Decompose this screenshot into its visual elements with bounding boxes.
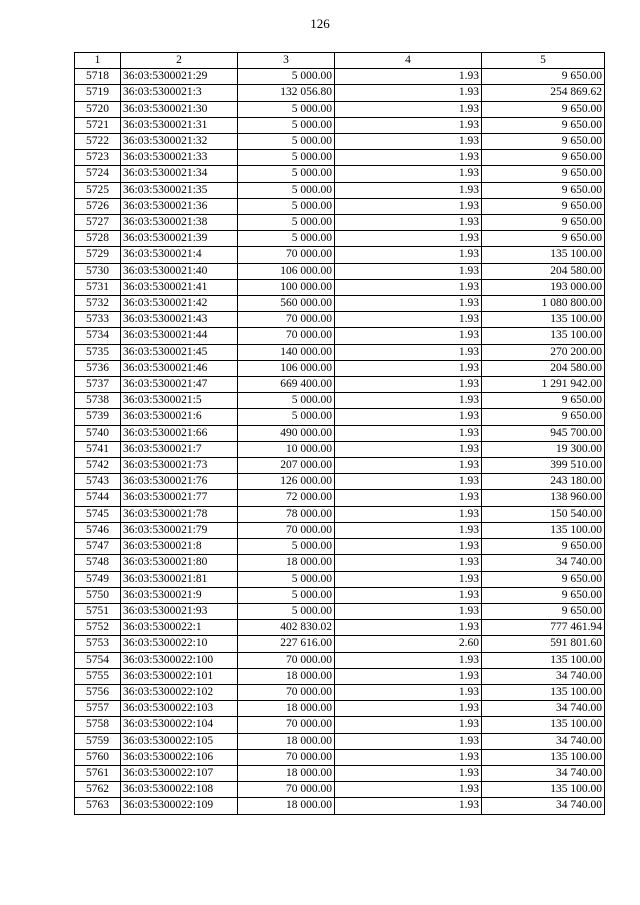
coefficient-cell: 1.93 [335, 360, 482, 376]
cadastral-number-cell: 36:03:5300021:78 [121, 506, 238, 522]
cadastral-number-cell: 36:03:5300021:9 [121, 587, 238, 603]
total-cell: 270 200.00 [482, 344, 605, 360]
value-cell: 5 000.00 [238, 69, 335, 85]
coefficient-cell: 1.93 [335, 198, 482, 214]
table-row [75, 620, 605, 636]
total-cell: 399 510.00 [482, 458, 605, 474]
table-row [75, 701, 605, 717]
row-number-cell: 5729 [75, 247, 121, 263]
table-row [75, 425, 605, 441]
total-cell: 254 869.62 [482, 85, 605, 101]
value-cell: 72 000.00 [238, 490, 335, 506]
table-body [75, 69, 605, 814]
row-number-cell: 5755 [75, 668, 121, 684]
cadastral-number-cell: 36:03:5300021:38 [121, 215, 238, 231]
row-number-cell: 5719 [75, 85, 121, 101]
coefficient-cell: 1.93 [335, 263, 482, 279]
value-cell: 5 000.00 [238, 101, 335, 117]
table-row [75, 765, 605, 781]
cadastral-number-cell: 36:03:5300021:44 [121, 328, 238, 344]
total-cell: 9 650.00 [482, 409, 605, 425]
total-cell: 34 740.00 [482, 555, 605, 571]
table-row [75, 166, 605, 182]
cadastral-number-cell: 36:03:5300021:45 [121, 344, 238, 360]
row-number-cell: 5741 [75, 441, 121, 457]
table-row [75, 733, 605, 749]
row-number-cell: 5757 [75, 701, 121, 717]
value-cell: 18 000.00 [238, 668, 335, 684]
value-cell: 10 000.00 [238, 441, 335, 457]
coefficient-cell: 1.93 [335, 603, 482, 619]
coefficient-cell: 1.93 [335, 733, 482, 749]
value-cell: 5 000.00 [238, 409, 335, 425]
coefficient-cell: 1.93 [335, 377, 482, 393]
table-row [75, 587, 605, 603]
column-header: 5 [482, 53, 605, 69]
coefficient-cell: 1.93 [335, 425, 482, 441]
value-cell: 5 000.00 [238, 603, 335, 619]
row-number-cell: 5756 [75, 684, 121, 700]
row-number-cell: 5721 [75, 117, 121, 133]
row-number-cell: 5739 [75, 409, 121, 425]
total-cell: 9 650.00 [482, 393, 605, 409]
cadastral-number-cell: 36:03:5300021:39 [121, 231, 238, 247]
table-row [75, 782, 605, 798]
cadastral-number-cell: 36:03:5300021:32 [121, 134, 238, 150]
coefficient-cell: 1.93 [335, 409, 482, 425]
coefficient-cell: 1.93 [335, 668, 482, 684]
value-cell: 78 000.00 [238, 506, 335, 522]
coefficient-cell: 1.93 [335, 652, 482, 668]
coefficient-cell: 1.93 [335, 85, 482, 101]
table-row [75, 296, 605, 312]
table-row [75, 798, 605, 814]
table-row [75, 717, 605, 733]
total-cell: 9 650.00 [482, 101, 605, 117]
row-number-cell: 5727 [75, 215, 121, 231]
total-cell: 243 180.00 [482, 474, 605, 490]
row-number-cell: 5753 [75, 636, 121, 652]
cadastral-number-cell: 36:03:5300022:107 [121, 765, 238, 781]
table-row [75, 652, 605, 668]
table-row [75, 150, 605, 166]
coefficient-cell: 1.93 [335, 101, 482, 117]
coefficient-cell: 1.93 [335, 522, 482, 538]
cadastral-number-cell: 36:03:5300021:7 [121, 441, 238, 457]
value-cell: 18 000.00 [238, 798, 335, 814]
table-row [75, 328, 605, 344]
cadastral-number-cell: 36:03:5300021:31 [121, 117, 238, 133]
cadastral-number-cell: 36:03:5300021:79 [121, 522, 238, 538]
coefficient-cell: 1.93 [335, 587, 482, 603]
total-cell: 34 740.00 [482, 798, 605, 814]
row-number-cell: 5743 [75, 474, 121, 490]
value-cell: 5 000.00 [238, 198, 335, 214]
table-row [75, 360, 605, 376]
table-row [75, 117, 605, 133]
total-cell: 204 580.00 [482, 360, 605, 376]
row-number-cell: 5744 [75, 490, 121, 506]
cadastral-number-cell: 36:03:5300022:106 [121, 749, 238, 765]
table-row [75, 69, 605, 85]
column-header: 2 [121, 53, 238, 69]
cadastral-number-cell: 36:03:5300021:73 [121, 458, 238, 474]
total-cell: 945 700.00 [482, 425, 605, 441]
value-cell: 70 000.00 [238, 247, 335, 263]
cadastral-number-cell: 36:03:5300021:35 [121, 182, 238, 198]
coefficient-cell: 1.93 [335, 312, 482, 328]
value-cell: 106 000.00 [238, 263, 335, 279]
coefficient-cell: 1.93 [335, 393, 482, 409]
value-cell: 227 616.00 [238, 636, 335, 652]
cadastral-number-cell: 36:03:5300021:4 [121, 247, 238, 263]
cadastral-number-cell: 36:03:5300022:104 [121, 717, 238, 733]
header-row [75, 53, 605, 69]
table-row [75, 749, 605, 765]
coefficient-cell: 1.93 [335, 782, 482, 798]
row-number-cell: 5747 [75, 539, 121, 555]
coefficient-cell: 1.93 [335, 182, 482, 198]
coefficient-cell: 1.93 [335, 701, 482, 717]
table-row [75, 490, 605, 506]
coefficient-cell: 1.93 [335, 247, 482, 263]
value-cell: 207 000.00 [238, 458, 335, 474]
coefficient-cell: 1.93 [335, 798, 482, 814]
total-cell: 9 650.00 [482, 198, 605, 214]
total-cell: 135 100.00 [482, 717, 605, 733]
cadastral-number-cell: 36:03:5300021:43 [121, 312, 238, 328]
table-row [75, 393, 605, 409]
total-cell: 9 650.00 [482, 182, 605, 198]
row-number-cell: 5726 [75, 198, 121, 214]
coefficient-cell: 1.93 [335, 215, 482, 231]
row-number-cell: 5735 [75, 344, 121, 360]
table-row [75, 215, 605, 231]
cadastral-number-cell: 36:03:5300021:46 [121, 360, 238, 376]
total-cell: 34 740.00 [482, 765, 605, 781]
cadastral-number-cell: 36:03:5300021:66 [121, 425, 238, 441]
table-row [75, 506, 605, 522]
cadastral-number-cell: 36:03:5300021:33 [121, 150, 238, 166]
total-cell: 34 740.00 [482, 733, 605, 749]
coefficient-cell: 1.93 [335, 506, 482, 522]
total-cell: 9 650.00 [482, 117, 605, 133]
cadastral-number-cell: 36:03:5300021:6 [121, 409, 238, 425]
table-row [75, 458, 605, 474]
total-cell: 9 650.00 [482, 231, 605, 247]
coefficient-cell: 1.93 [335, 684, 482, 700]
total-cell: 9 650.00 [482, 571, 605, 587]
row-number-cell: 5752 [75, 620, 121, 636]
value-cell: 70 000.00 [238, 749, 335, 765]
total-cell: 9 650.00 [482, 603, 605, 619]
total-cell: 135 100.00 [482, 749, 605, 765]
coefficient-cell: 1.93 [335, 474, 482, 490]
row-number-cell: 5737 [75, 377, 121, 393]
total-cell: 777 461.94 [482, 620, 605, 636]
row-number-cell: 5762 [75, 782, 121, 798]
value-cell: 70 000.00 [238, 312, 335, 328]
total-cell: 138 960.00 [482, 490, 605, 506]
total-cell: 135 100.00 [482, 328, 605, 344]
cadastral-number-cell: 36:03:5300021:77 [121, 490, 238, 506]
table-row [75, 198, 605, 214]
cadastral-number-cell: 36:03:5300022:1 [121, 620, 238, 636]
total-cell: 34 740.00 [482, 668, 605, 684]
row-number-cell: 5725 [75, 182, 121, 198]
value-cell: 5 000.00 [238, 182, 335, 198]
coefficient-cell: 1.93 [335, 620, 482, 636]
row-number-cell: 5759 [75, 733, 121, 749]
table-row [75, 539, 605, 555]
cadastral-number-cell: 36:03:5300022:101 [121, 668, 238, 684]
value-cell: 70 000.00 [238, 684, 335, 700]
row-number-cell: 5761 [75, 765, 121, 781]
cadastral-number-cell: 36:03:5300022:102 [121, 684, 238, 700]
value-cell: 5 000.00 [238, 393, 335, 409]
table-row [75, 312, 605, 328]
total-cell: 9 650.00 [482, 69, 605, 85]
value-cell: 70 000.00 [238, 328, 335, 344]
coefficient-cell: 1.93 [335, 490, 482, 506]
total-cell: 9 650.00 [482, 587, 605, 603]
value-cell: 402 830.02 [238, 620, 335, 636]
total-cell: 591 801.60 [482, 636, 605, 652]
value-cell: 132 056.80 [238, 85, 335, 101]
coefficient-cell: 1.93 [335, 279, 482, 295]
cadastral-number-cell: 36:03:5300021:3 [121, 85, 238, 101]
table-row [75, 134, 605, 150]
value-cell: 5 000.00 [238, 571, 335, 587]
total-cell: 9 650.00 [482, 150, 605, 166]
coefficient-cell: 1.93 [335, 539, 482, 555]
value-cell: 5 000.00 [238, 587, 335, 603]
value-cell: 490 000.00 [238, 425, 335, 441]
coefficient-cell: 1.93 [335, 166, 482, 182]
table-row [75, 684, 605, 700]
coefficient-cell: 1.93 [335, 117, 482, 133]
coefficient-cell: 1.93 [335, 328, 482, 344]
total-cell: 135 100.00 [482, 247, 605, 263]
coefficient-cell: 1.93 [335, 231, 482, 247]
total-cell: 1 291 942.00 [482, 377, 605, 393]
coefficient-cell: 1.93 [335, 717, 482, 733]
value-cell: 18 000.00 [238, 555, 335, 571]
row-number-cell: 5754 [75, 652, 121, 668]
table-row [75, 182, 605, 198]
column-header: 1 [75, 53, 121, 69]
total-cell: 9 650.00 [482, 539, 605, 555]
total-cell: 204 580.00 [482, 263, 605, 279]
table-row [75, 668, 605, 684]
cadastral-number-cell: 36:03:5300022:100 [121, 652, 238, 668]
value-cell: 18 000.00 [238, 701, 335, 717]
table-row [75, 377, 605, 393]
coefficient-cell: 2.60 [335, 636, 482, 652]
value-cell: 5 000.00 [238, 215, 335, 231]
cadastral-number-cell: 36:03:5300022:108 [121, 782, 238, 798]
table-row [75, 571, 605, 587]
value-cell: 5 000.00 [238, 166, 335, 182]
value-cell: 140 000.00 [238, 344, 335, 360]
value-cell: 5 000.00 [238, 134, 335, 150]
cadastral-number-cell: 36:03:5300021:93 [121, 603, 238, 619]
cadastral-number-cell: 36:03:5300021:42 [121, 296, 238, 312]
value-cell: 5 000.00 [238, 117, 335, 133]
row-number-cell: 5749 [75, 571, 121, 587]
coefficient-cell: 1.93 [335, 134, 482, 150]
column-header: 3 [238, 53, 335, 69]
cadastral-number-cell: 36:03:5300021:34 [121, 166, 238, 182]
total-cell: 135 100.00 [482, 522, 605, 538]
value-cell: 70 000.00 [238, 717, 335, 733]
row-number-cell: 5742 [75, 458, 121, 474]
table-row [75, 441, 605, 457]
total-cell: 135 100.00 [482, 782, 605, 798]
value-cell: 106 000.00 [238, 360, 335, 376]
value-cell: 70 000.00 [238, 652, 335, 668]
total-cell: 19 300.00 [482, 441, 605, 457]
row-number-cell: 5758 [75, 717, 121, 733]
row-number-cell: 5738 [75, 393, 121, 409]
value-cell: 100 000.00 [238, 279, 335, 295]
row-number-cell: 5718 [75, 69, 121, 85]
row-number-cell: 5745 [75, 506, 121, 522]
cadastral-number-cell: 36:03:5300021:30 [121, 101, 238, 117]
cadastral-number-cell: 36:03:5300022:10 [121, 636, 238, 652]
table-row [75, 603, 605, 619]
row-number-cell: 5723 [75, 150, 121, 166]
row-number-cell: 5731 [75, 279, 121, 295]
cadastral-number-cell: 36:03:5300021:41 [121, 279, 238, 295]
row-number-cell: 5750 [75, 587, 121, 603]
coefficient-cell: 1.93 [335, 296, 482, 312]
cadastral-number-cell: 36:03:5300021:8 [121, 539, 238, 555]
row-number-cell: 5724 [75, 166, 121, 182]
row-number-cell: 5722 [75, 134, 121, 150]
table-row [75, 263, 605, 279]
total-cell: 150 540.00 [482, 506, 605, 522]
table-row [75, 279, 605, 295]
coefficient-cell: 1.93 [335, 150, 482, 166]
table-row [75, 231, 605, 247]
row-number-cell: 5730 [75, 263, 121, 279]
cadastral-number-cell: 36:03:5300021:47 [121, 377, 238, 393]
coefficient-cell: 1.93 [335, 69, 482, 85]
coefficient-cell: 1.93 [335, 441, 482, 457]
table-row [75, 522, 605, 538]
value-cell: 18 000.00 [238, 765, 335, 781]
cadastral-number-cell: 36:03:5300022:103 [121, 701, 238, 717]
coefficient-cell: 1.93 [335, 749, 482, 765]
total-cell: 9 650.00 [482, 166, 605, 182]
total-cell: 193 000.00 [482, 279, 605, 295]
total-cell: 135 100.00 [482, 652, 605, 668]
cadastral-number-cell: 36:03:5300022:109 [121, 798, 238, 814]
coefficient-cell: 1.93 [335, 344, 482, 360]
data-table [74, 52, 605, 815]
total-cell: 9 650.00 [482, 215, 605, 231]
cadastral-number-cell: 36:03:5300021:81 [121, 571, 238, 587]
coefficient-cell: 1.93 [335, 765, 482, 781]
value-cell: 669 400.00 [238, 377, 335, 393]
row-number-cell: 5746 [75, 522, 121, 538]
value-cell: 5 000.00 [238, 231, 335, 247]
row-number-cell: 5760 [75, 749, 121, 765]
value-cell: 5 000.00 [238, 150, 335, 166]
row-number-cell: 5732 [75, 296, 121, 312]
page-number: 126 [310, 16, 330, 31]
value-cell: 5 000.00 [238, 539, 335, 555]
total-cell: 34 740.00 [482, 701, 605, 717]
table-row [75, 555, 605, 571]
table-row [75, 474, 605, 490]
value-cell: 70 000.00 [238, 522, 335, 538]
cadastral-number-cell: 36:03:5300021:76 [121, 474, 238, 490]
cadastral-number-cell: 36:03:5300021:29 [121, 69, 238, 85]
table-row [75, 636, 605, 652]
row-number-cell: 5748 [75, 555, 121, 571]
total-cell: 9 650.00 [482, 134, 605, 150]
table-row [75, 409, 605, 425]
coefficient-cell: 1.93 [335, 458, 482, 474]
row-number-cell: 5736 [75, 360, 121, 376]
cadastral-number-cell: 36:03:5300021:80 [121, 555, 238, 571]
value-cell: 18 000.00 [238, 733, 335, 749]
value-cell: 126 000.00 [238, 474, 335, 490]
total-cell: 135 100.00 [482, 684, 605, 700]
cadastral-number-cell: 36:03:5300021:5 [121, 393, 238, 409]
table-row [75, 344, 605, 360]
cadastral-number-cell: 36:03:5300021:36 [121, 198, 238, 214]
row-number-cell: 5734 [75, 328, 121, 344]
table-row [75, 247, 605, 263]
value-cell: 70 000.00 [238, 782, 335, 798]
row-number-cell: 5740 [75, 425, 121, 441]
column-header: 4 [335, 53, 482, 69]
row-number-cell: 5763 [75, 798, 121, 814]
total-cell: 1 080 800.00 [482, 296, 605, 312]
coefficient-cell: 1.93 [335, 571, 482, 587]
table-row [75, 101, 605, 117]
row-number-cell: 5720 [75, 101, 121, 117]
value-cell: 560 000.00 [238, 296, 335, 312]
cadastral-number-cell: 36:03:5300022:105 [121, 733, 238, 749]
table-row [75, 85, 605, 101]
total-cell: 135 100.00 [482, 312, 605, 328]
row-number-cell: 5751 [75, 603, 121, 619]
cadastral-number-cell: 36:03:5300021:40 [121, 263, 238, 279]
coefficient-cell: 1.93 [335, 555, 482, 571]
row-number-cell: 5733 [75, 312, 121, 328]
row-number-cell: 5728 [75, 231, 121, 247]
